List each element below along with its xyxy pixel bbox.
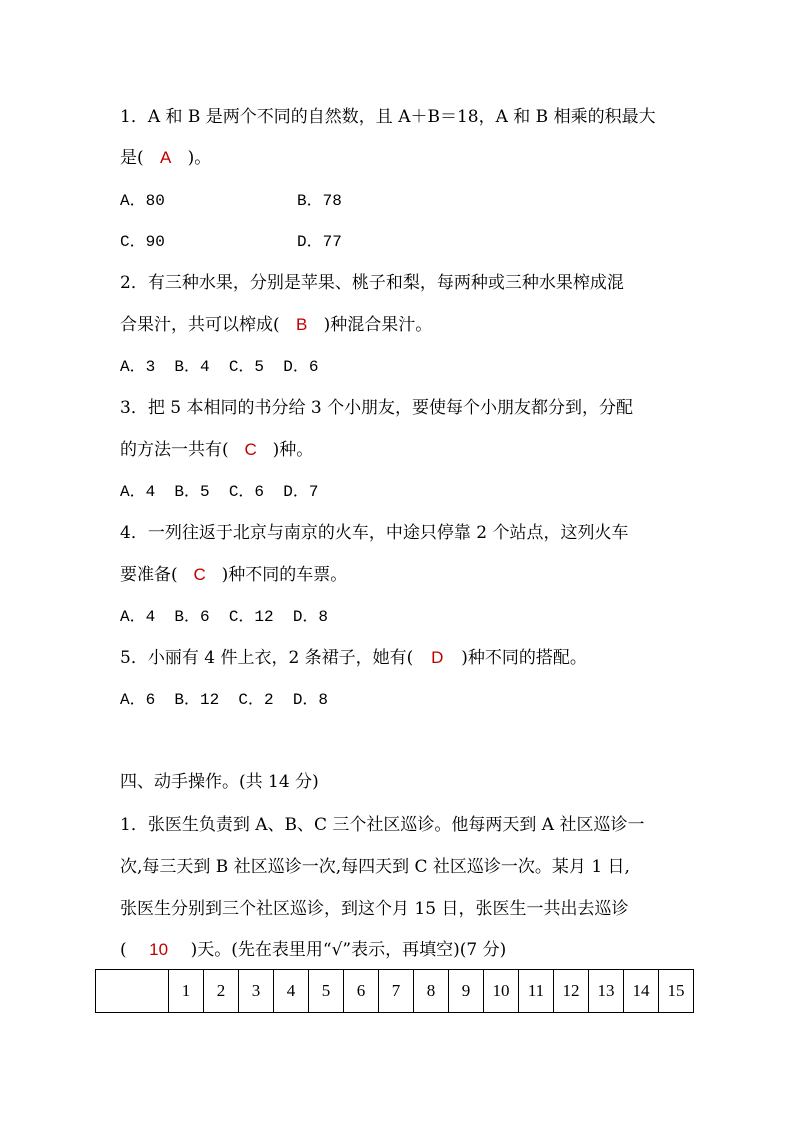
q4-answer: C — [193, 565, 206, 584]
q5-answer: D — [431, 648, 444, 667]
q4-suffix: )种不同的车票。 — [221, 565, 348, 585]
table-row — [96, 970, 694, 1013]
q3-suffix: )种。 — [272, 440, 314, 460]
s4-q1-line4 — [120, 938, 506, 962]
q5-suffix: )种不同的搭配。 — [461, 648, 587, 668]
table-cell[interactable]: 14 — [624, 970, 659, 1013]
table-cell[interactable]: 9 — [449, 970, 484, 1013]
q2-options: A．3 B．4 C．5 D．6 — [120, 358, 319, 376]
table-cell[interactable]: 13 — [589, 970, 624, 1013]
q3-prefix: 的方法一共有( — [120, 440, 229, 460]
section4-heading: 四、动手操作。(共 14 分) — [120, 772, 319, 792]
table-cell[interactable]: 6 — [344, 970, 379, 1013]
table-cell[interactable]: 10 — [484, 970, 519, 1013]
q5-line1 — [120, 646, 587, 670]
q2-line2 — [120, 313, 432, 337]
q4-prefix: 要准备( — [120, 565, 178, 585]
q2-line1: 2．有三种水果，分别是苹果、桃子和梨，每两种或三种水果榨成混 — [120, 273, 624, 293]
q3-answer: C — [244, 440, 257, 459]
table-cell[interactable]: 12 — [554, 970, 589, 1013]
q4-options: A．4 B．6 C．12 D．8 — [120, 608, 329, 626]
s4-q1-answer: 10 — [149, 940, 169, 959]
q2-answer: B — [295, 315, 308, 334]
q1-line1: 1．A 和 B 是两个不同的自然数，且 A＋B＝18，A 和 B 相乘的积最大 — [120, 107, 656, 127]
table-cell[interactable]: 1 — [169, 970, 204, 1013]
q5-prefix: 5．小丽有 4 件上衣，2 条裙子，她有( — [120, 648, 414, 668]
q4-line1: 4．一列往返于北京与南京的火车，中途只停靠 2 个站点，这列火车 — [120, 523, 629, 543]
q4-line2 — [120, 563, 347, 587]
q3-line1: 3．把 5 本相同的书分给 3 个小朋友，要使每个小朋友都分到，分配 — [120, 398, 634, 418]
q3-line2 — [120, 438, 313, 462]
q5-options: A．6 B．12 C．2 D．8 — [120, 691, 329, 709]
table-cell[interactable] — [96, 970, 169, 1013]
s4-q1-suffix: )天。(先在表里用“√”表示，再填空)(7 分) — [190, 940, 507, 960]
s4-q1-line3: 张医生分别到三个社区巡诊，到这个月 15 日，张医生一共出去巡诊 — [120, 899, 629, 919]
s4-q1-prefix: ( — [120, 940, 127, 960]
table-cell[interactable]: 2 — [204, 970, 239, 1013]
q1-line2 — [120, 146, 211, 170]
q1-suffix: )。 — [187, 148, 212, 168]
q1-option-b: B．78 — [297, 192, 342, 210]
table-cell[interactable]: 15 — [659, 970, 694, 1013]
q1-option-d: D．77 — [297, 233, 342, 251]
q1-answer: A — [159, 148, 172, 167]
q1-prefix: 是( — [120, 148, 144, 168]
q2-suffix: )种混合果汁。 — [323, 315, 433, 335]
table-cell[interactable]: 8 — [414, 970, 449, 1013]
s4-q1-line1: 1．张医生负责到 A、B、C 三个社区巡诊。他每两天到 A 社区巡诊一 — [120, 815, 645, 835]
table-cell[interactable]: 4 — [274, 970, 309, 1013]
table-cell[interactable]: 7 — [379, 970, 414, 1013]
table-cell[interactable]: 11 — [519, 970, 554, 1013]
q3-options: A．4 B．5 C．6 D．7 — [120, 483, 319, 501]
s4-q1-line2: 次,每三天到 B 社区巡诊一次,每四天到 C 社区巡诊一次。某月 1 日, — [120, 857, 630, 877]
table-cell[interactable]: 5 — [309, 970, 344, 1013]
q2-prefix: 合果汁，共可以榨成( — [120, 315, 280, 335]
table-cell[interactable]: 3 — [239, 970, 274, 1013]
schedule-table — [95, 969, 694, 1013]
q1-option-c: C．90 — [120, 233, 165, 251]
q1-option-a: A．80 — [120, 192, 165, 210]
